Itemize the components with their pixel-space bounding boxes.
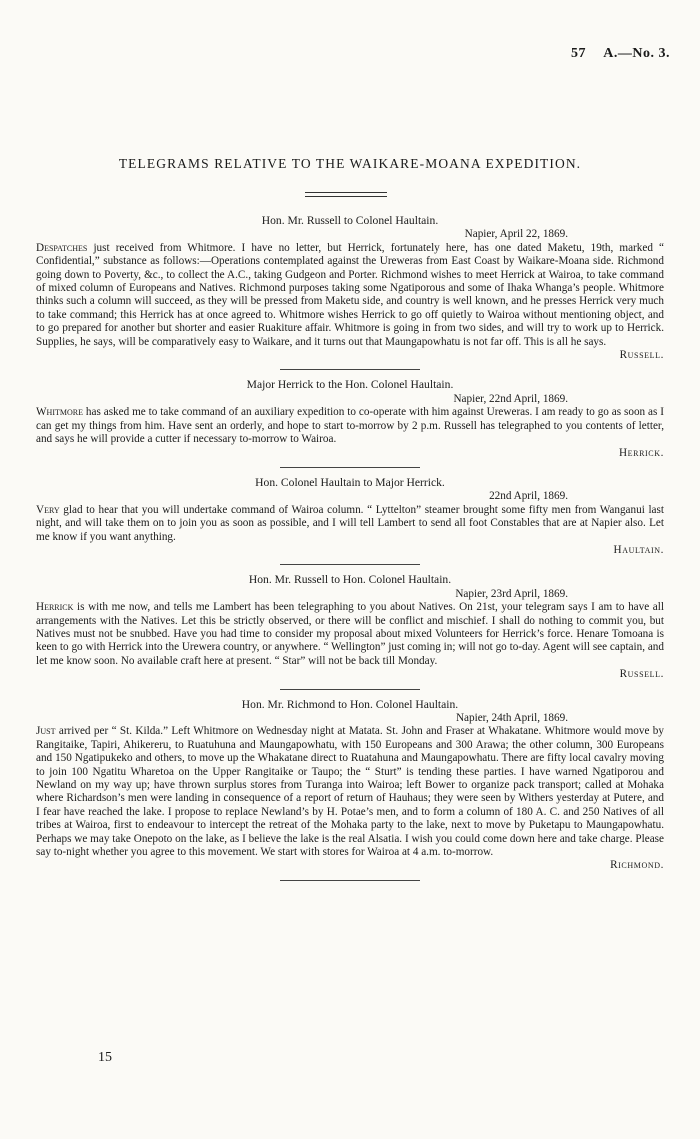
- telegram-heading: Hon. Mr. Richmond to Hon. Colonel Haultain.: [241, 697, 459, 711]
- telegram-signature: Herrick.: [618, 446, 664, 459]
- telegram-lead-word: Herrick: [36, 601, 74, 614]
- telegram-place-date: Napier, 22nd April, 1869.: [453, 392, 568, 405]
- telegram-lead-word: Whitmore: [36, 406, 84, 419]
- signature-mark: 15: [98, 1050, 112, 1065]
- telegram-place-date: Napier, 24th April, 1869.: [455, 712, 568, 724]
- document-title: TELEGRAMS RELATIVE TO THE WAIKARE-MOANA EXPEDITION.: [118, 156, 582, 171]
- telegram-body: [36, 601, 664, 668]
- telegram-body: [36, 406, 664, 446]
- telegram-place-date: Napier, April 22, 1869.: [464, 228, 568, 241]
- telegram-text: is with me now, and tells me Lambert has been telegraphing to you about Natives. On 21st, your telegram says I am to have all arrangements with the Natives. Let this be strictly observed, or there will be conflict and mischief. I shall do nothing to commit you, but Natives must not be snubbed. Have you had time to consider my proposal about mixed Volunteers for Herrick’s force. Henare Tomoana is keen to go with Herrick into the Urewera country, or anywhere. “ Wellington” just coming in; will not go to-day. Agent will see captain, and let me know soon. No available craft here at present. “ Star” will not be back till Monday.: [36, 601, 664, 667]
- telegram-divider: [280, 880, 420, 881]
- telegram-divider: [280, 564, 420, 565]
- telegram-text: arrived per “ St. Kilda.” Left Whitmore on Wednesday night at Matata. St. John and Fraser at Whakatane. Whitmore would move by Rangitaike, Tapiri, Ahikereru, to Ruatuhuna and Maungapowhatu, with 150 Europeans and 300 Arawa; the other column, 300 Europeans and 150 Ngatipukeko and others, to move up the Whakatane direct to Ruatahuna and Maungapowhatu. There are fifty local cavalry moving to join 100 Ngatitu Wharetoa on the Upper Rangitaike or Taupo; the “ Sturt” is tending these parties. I have warned Ngatiporou and Newland on my way up; have thrown surplus stores from Turanga into Wairoa; left Bower to organize pack transport; called at Mohaka where Richardson’s men were landing in consequence of a report of return of Hauhaus; they were seen by Withers yesterday at Putere, and I fear have reached the lake. I propose to replace Newland’s by H. Potae’s men, and to form a column of 180 A. C. and 250 Natives of all tribes at Wairoa, first to endeavour to intercept the retreat of the Mohaka party to the lake, next to move by Puketapu to Maungapowhatu. Perhaps we may take Onepoto on the lake, as I believe the lake is the real Alsatia. I wish you could come down here and take charge. Please say to-night whether you agree to this movement. We start with stores for Wairoa at 4 a.m. to-morrow.: [36, 725, 664, 859]
- title-divider: [305, 192, 387, 197]
- telegram-heading: Major Herrick to the Hon. Colonel Haultain.: [246, 378, 454, 392]
- telegram-lead-word: Very: [36, 503, 60, 516]
- telegram-divider: [280, 369, 420, 370]
- telegram-divider: [280, 689, 420, 690]
- telegram-list: [36, 214, 664, 889]
- telegram-place-date: 22nd April, 1869.: [489, 490, 568, 503]
- telegram-heading: Hon. Colonel Haultain to Major Herrick.: [255, 475, 445, 489]
- telegram-body: [36, 725, 664, 859]
- telegram-lead-word: Despatches: [36, 241, 88, 254]
- telegram-divider: [280, 467, 420, 468]
- telegram: [36, 573, 664, 689]
- telegram-heading: Hon. Mr. Russell to Colonel Haultain.: [261, 214, 439, 227]
- telegram-signature: Richmond.: [610, 859, 664, 872]
- telegram-place-date: Napier, 23rd April, 1869.: [455, 587, 568, 600]
- telegram-text: glad to hear that you will undertake command of Wairoa column. “ Lyttelton” steamer brought some fifty men from Wanganui last night, and will take them on to join you as soon as possible, and I will tell Lambert to send all foot Constables that are at Napier also. Let me know if you want anything.: [36, 503, 664, 543]
- telegram-text: just received from Whitmore. I have no letter, but Herrick, fortunately here, has one dated Maketu, 19th, marked “ Confidential,” substance as follows:—Operations contemplated against the Ureweras from East Coast by Waikare-Moana side. Richmond going down to Poverty, &c., to collect the A.C., taking Gudgeon and Porter. Richmond wishes to meet Herrick at Wairoa, to take command of mixed column of Europeans and Natives. Richmond purposes taking some Ngatiporous and some of Ihaka Whanga’s people. Whitmore thinks such a column will succeed, as they will be pressed from Maketu side, and country is well known, and he presses Herrick very much to take command; this Herrick has at once agreed to. Whitmore wishes Herrick to go off quietly to Wairoa without mentioning object, and to go prepared for another but shorter and easier Ruakiture affair. Whitmore is going in from two sides, and will try to work up to Herrick. Supplies, he says, will be comparatively easy to Waikare, and it turns out that Maungapowhatu is not far off. This is all he says.: [36, 241, 664, 348]
- telegram-body: [36, 242, 664, 349]
- telegram: [36, 476, 664, 565]
- telegram-lead-word: Just: [36, 725, 56, 738]
- telegram-heading: Hon. Mr. Russell to Hon. Colonel Haultain.: [248, 573, 452, 587]
- page-header: [571, 46, 670, 62]
- telegram: [36, 378, 664, 467]
- page-number: 57: [571, 46, 587, 61]
- telegram-signature: Haultain.: [613, 543, 664, 556]
- telegram-signature: Russell.: [619, 349, 664, 362]
- telegram: [36, 214, 664, 370]
- paper-reference: A.—No. 3.: [603, 46, 670, 61]
- telegram-text: has asked me to take command of an auxiliary expedition to co-operate with him against Ureweras. I am ready to go as soon as I can get my things from him. Have sent an orderly, and hope to start to-morrow by 2 p.m. Russell has telegraphed to you contents of letter, and says he will provide a cutter if necessary to-morrow to Wairoa.: [36, 406, 664, 446]
- telegram: [36, 698, 664, 881]
- telegram-body: [36, 504, 664, 544]
- telegram-signature: Russell.: [619, 668, 664, 681]
